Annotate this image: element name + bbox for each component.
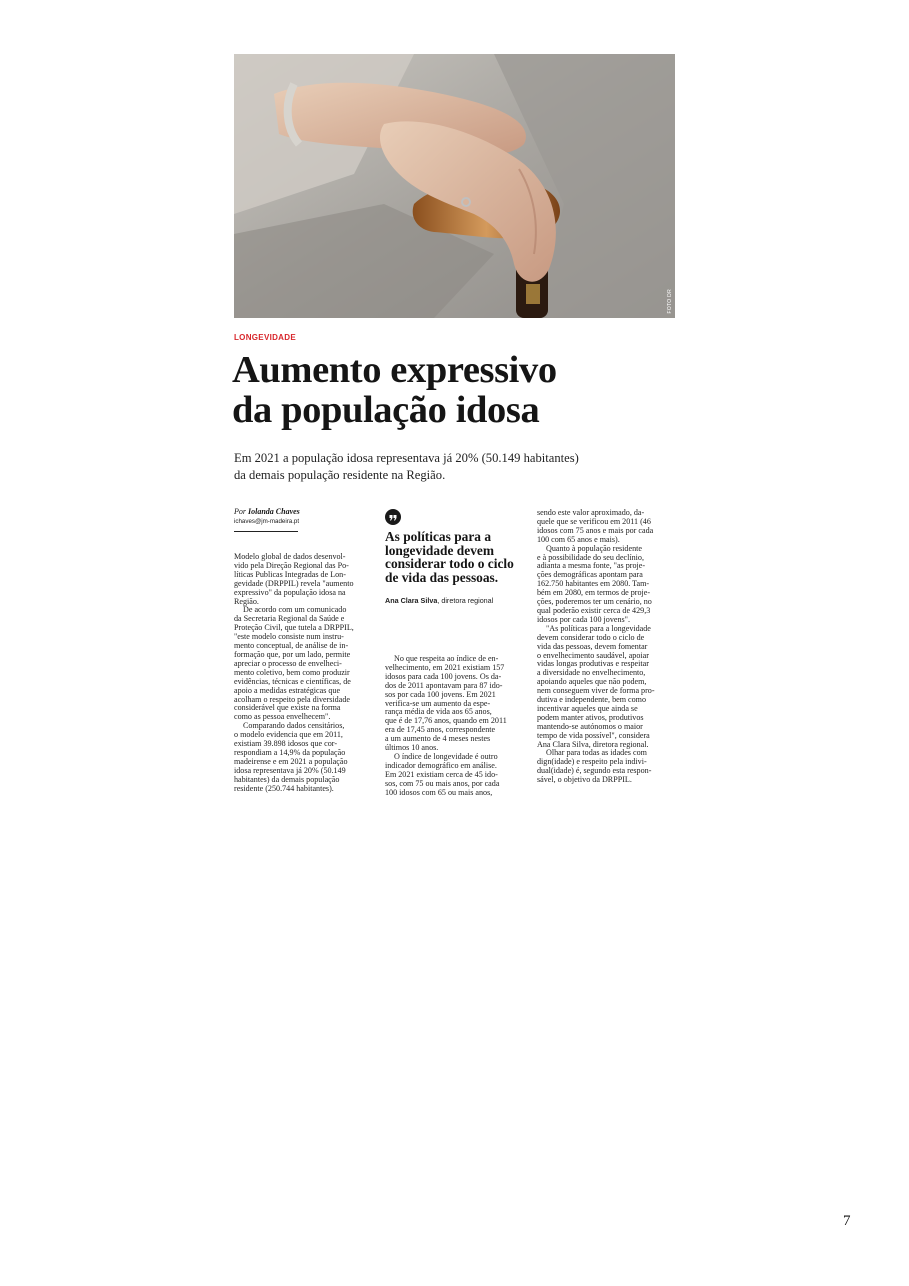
body-text-line: podem manter ativos, produtivos xyxy=(537,712,644,722)
body-text-line: verifica-se um aumento da espe- xyxy=(385,698,491,708)
body-text-line: O índice de longevidade é outro xyxy=(394,751,498,761)
body-text-line: madeirense e em 2021 a população xyxy=(234,756,348,766)
body-text-line: idosa representava já 20% (50.149 xyxy=(234,765,346,775)
body-text-line: No que respeita ao índice de en- xyxy=(394,654,499,663)
body-column-3 xyxy=(537,509,677,785)
deck-line: Em 2021 a população idosa representava já 20% (50.149 habitantes) xyxy=(234,451,579,465)
body-text-line: indicador demográfico em análise. xyxy=(385,760,497,770)
body-text-line: sendo este valor aproximado, da- xyxy=(537,508,645,517)
body-text-line: Ana Clara Silva, diretora regional. xyxy=(537,739,649,749)
pull-quote-line: As políticas para a xyxy=(385,529,492,544)
pull-quote-author: Ana Clara Silva xyxy=(385,596,438,605)
body-text-line: apoiando aqueles que não podem, xyxy=(537,677,647,687)
body-text-line: dos de 2011 apontavam para 87 ido- xyxy=(385,680,503,690)
photo-hands-cane xyxy=(234,54,675,318)
body-text-line: líticas Publicas Integradas de Lon- xyxy=(234,569,346,579)
body-text-line: habitantes) da demais população xyxy=(234,774,340,784)
body-text-line: apreciar o processo de envelheci- xyxy=(234,658,342,668)
body-text-line: sos, com 75 ou mais anos, por cada xyxy=(385,778,500,788)
body-text-line: Proteção Civil, que tutela a DRPPIL, xyxy=(234,623,354,633)
body-text-line: ções demográficas apontam para xyxy=(537,570,643,580)
body-text-line: e à possibilidade do seu declínio, xyxy=(537,552,644,562)
body-text-line: acolham o respeito pela diversidade xyxy=(234,694,350,704)
pull-quote-line: de vida das pessoas. xyxy=(385,569,499,585)
byline-prefix: Por xyxy=(234,507,246,516)
body-text-line: mento coletivo, bem como produzir xyxy=(234,667,350,677)
body-text-line: devem considerar todo o ciclo de xyxy=(537,632,645,642)
body-text-line: 100 com 65 anos e mais). xyxy=(537,534,620,544)
byline-rule xyxy=(234,531,298,532)
body-text-line: adianta a mesma fonte, "as proje- xyxy=(537,561,646,571)
body-text-line: 162.750 habitantes em 2080. Tam- xyxy=(537,579,650,589)
body-text-line: qual poderão existir cerca de 429,3 xyxy=(537,605,651,615)
body-text-line: velhecimento, em 2021 existiam 157 xyxy=(385,662,505,672)
body-text-line: 100 idosos com 65 ou mais anos, xyxy=(385,787,493,797)
body-text-line: a diversidade no envelhecimento, xyxy=(537,668,646,678)
photo-credit: FOTO DR xyxy=(667,289,673,314)
body-text-line: da Secretaria Regional da Saúde e xyxy=(234,614,345,624)
body-text-line: dign(idade) e respeito pela indivi- xyxy=(537,757,647,767)
body-text-line: vida das pessoas, devem fomentar xyxy=(537,641,648,651)
section-kicker: LONGEVIDADE xyxy=(234,333,296,342)
body-text-line: mantendo-se autónomos o maior xyxy=(537,721,643,731)
body-text-line: evidências, técnicas e científicas, de xyxy=(234,676,351,686)
body-column-1 xyxy=(234,553,374,793)
body-text-line: rança média de vida aos 65 anos, xyxy=(385,707,492,717)
body-text-line: "As políticas para a longevidade xyxy=(546,623,651,633)
byline xyxy=(234,507,300,527)
body-text-line: quele que se verificou em 2011 (46 xyxy=(537,516,651,526)
byline-author: Iolanda Chaves xyxy=(248,507,300,516)
article-photo xyxy=(234,54,675,318)
body-text-line: bém em 2080, em termos de proje- xyxy=(537,588,651,598)
body-text-line: tempo de vida possível", considera xyxy=(537,730,650,740)
deck-line: da demais população residente na Região. xyxy=(234,468,446,482)
body-text-line: Comparando dados censitários, xyxy=(243,721,345,731)
body-text-line: nem conseguem viver de forma pro- xyxy=(537,686,655,696)
body-text-line: Região. xyxy=(234,596,259,606)
body-text-line: Em 2021 existiam cerca de 45 ido- xyxy=(385,769,498,779)
body-text-line: dutiva e independente, bem como xyxy=(537,695,647,705)
body-text-line: vido pela Direção Regional das Po- xyxy=(234,560,349,570)
body-text-line: gevidade (DRPPIL) revela "aumento xyxy=(234,578,354,588)
body-text-line: dual(idade) é, segundo esta respon- xyxy=(537,766,652,776)
byline-email[interactable]: ichaves@jm-madeira.pt xyxy=(234,518,300,525)
deck xyxy=(234,450,674,484)
body-text-line: sos por cada 100 jovens. Em 2021 xyxy=(385,689,496,699)
body-text-line: existiam 39.898 idosos que cor- xyxy=(234,739,338,749)
page-number: 7 xyxy=(843,1213,851,1229)
body-text-line: considerável que existe na forma xyxy=(234,703,341,713)
pull-quote-line: considerar todo o ciclo xyxy=(385,556,514,572)
body-text-line: últimos 10 anos. xyxy=(385,743,439,753)
body-text-line: respondiam a 14,9% da população xyxy=(234,747,346,757)
body-text-line: idosos com 75 anos e mais por cada xyxy=(537,525,654,535)
body-text-line: vidas longas produtivas e respeitar xyxy=(537,659,649,669)
body-text-line: ções, poderemos ter um cenário, no xyxy=(537,597,652,607)
body-text-line: Olhar para todas as idades com xyxy=(546,748,647,758)
pull-quote-line: longevidade devem xyxy=(385,542,494,558)
body-text-line: idosos por cada 100 jovens". xyxy=(537,614,630,624)
quote-icon xyxy=(385,509,401,525)
body-text-line: mento conceptual, de análise de in- xyxy=(234,641,349,651)
headline-line: Aumento expressivo xyxy=(232,349,557,391)
body-text-line: que é de 17,76 anos, quando em 2011 xyxy=(385,716,507,726)
body-text-line: o modelo evidencia que em 2011, xyxy=(234,730,343,740)
body-text-line: Modelo global de dados desenvol- xyxy=(234,552,346,561)
body-text-line: incentivar aqueles que ainda se xyxy=(537,703,638,713)
body-text-line: "este modelo consiste num instru- xyxy=(234,632,344,642)
headline xyxy=(232,350,682,430)
pull-quote-role: , diretora regional xyxy=(437,596,494,605)
body-text-line: idosos para cada 100 jovens. Os da- xyxy=(385,671,502,681)
body-text-line: apoio a medidas estratégicas que xyxy=(234,685,341,695)
body-text-line: Quanto à população residente xyxy=(546,543,642,553)
body-text-line: expressivo" da população idosa na xyxy=(234,587,346,597)
body-text-line: como as pessoa envelhecem". xyxy=(234,712,331,722)
body-text-line: formação que, por um lado, permite xyxy=(234,649,351,659)
body-text-line: a um aumento de 4 meses nestes xyxy=(385,734,491,744)
pull-quote xyxy=(385,530,530,584)
body-text-line: sável, o objetivo da DRPPIL. xyxy=(537,775,632,785)
body-text-line: era de 17,45 anos, correspondente xyxy=(385,725,496,735)
body-text-line: o envelhecimento saudável, apoiar xyxy=(537,650,649,660)
pull-quote-attribution xyxy=(385,596,493,605)
body-column-2 xyxy=(385,655,525,798)
headline-line: da população idosa xyxy=(232,389,540,431)
body-text-line: De acordo com um comunicado xyxy=(243,605,347,615)
body-text-line: residente (250.744 habitantes). xyxy=(234,783,334,793)
